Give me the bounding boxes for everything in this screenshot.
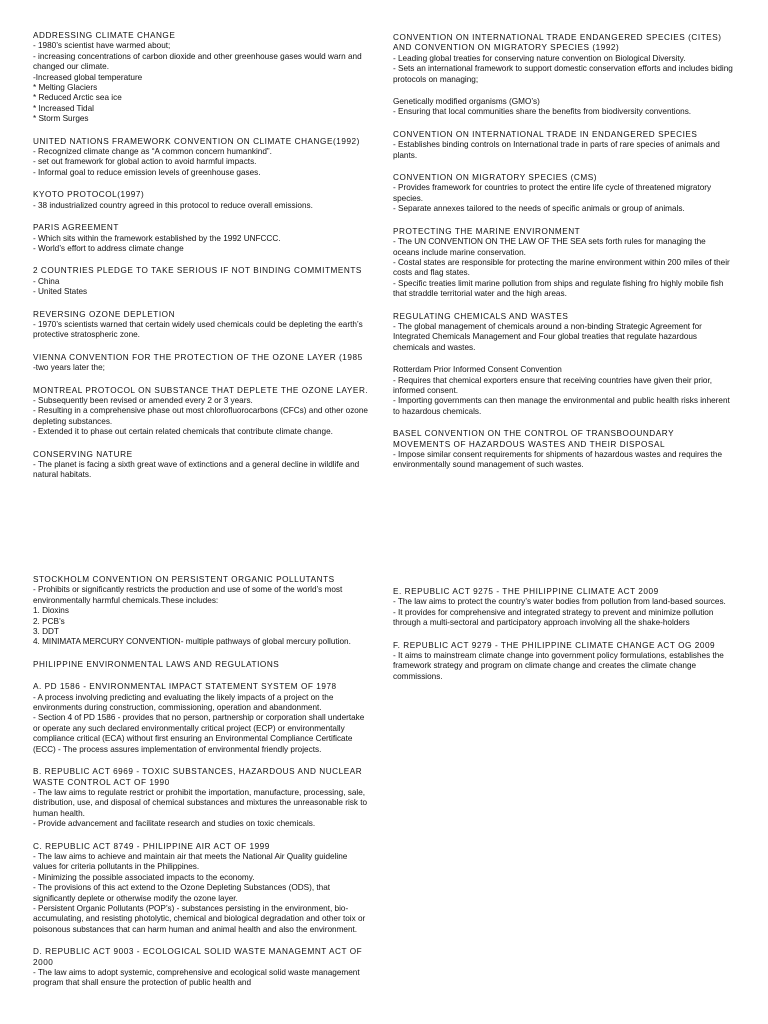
body-line: - Minimizing the possible associated impacts to the economy.	[33, 872, 255, 882]
body-line: - 38 industrialized country agreed in this protocol to reduce overall emissions.	[33, 200, 313, 210]
section-heading: CONVENTION ON INTERNATIONAL TRADE ENDANGERED SPECIES (CITES) AND CONVENTION ON MIGRATORY SPECIES (1992)	[393, 33, 722, 53]
section-heading: 2 COUNTRIES PLEDGE TO TAKE SERIOUS IF NOT BINDING COMMITMENTS	[33, 266, 362, 276]
body-line: 1. Dioxins	[33, 606, 69, 616]
body-line: - The planet is facing a sixth great wave of extinctions and a general decline in wildlife and natural habitats.	[33, 460, 360, 480]
body-line: - Resulting in a comprehensive phase out most chlorofluorocarbons (CFCs) and other ozone depleting substances.	[33, 406, 368, 426]
section-heading: BASEL CONVENTION ON THE CONTROL OF TRANSBOOUNDARY MOVEMENTS OF HAZARDOUS WASTES AND THEIR DISPOSAL	[393, 429, 674, 449]
body-line: - Separate annexes tailored to the needs of specific animals or group of animals.	[393, 204, 685, 214]
section-heading: REGULATING CHEMICALS AND WASTES	[393, 311, 569, 321]
body-line: - The global management of chemicals around a non-binding Strategic Agreement for Integrated Chemicals Management and Four global treaties that regulate hazardous chemicals and wastes.	[393, 321, 702, 352]
section-heading: VIENNA CONVENTION FOR THE PROTECTION OF THE OZONE LAYER (1985	[33, 352, 363, 362]
section-heading: UNITED NATIONS FRAMEWORK CONVENTION ON CLIMATE CHANGE(1992)	[33, 136, 360, 146]
body-line: - Provides framework for countries to protect the entire life cycle of threatened migratory species.	[393, 183, 712, 203]
body-line: - World’s effort to address climate change	[33, 243, 184, 253]
section-heading: E. REPUBLIC ACT 9275 - THE PHILIPPINE CLIMATE ACT 2009	[393, 587, 659, 596]
section	[393, 33, 733, 85]
section-heading: F. REPUBLIC ACT 9279 - THE PHILIPPINE CLIMATE CHANGE ACT OG 2009	[393, 640, 716, 650]
left-column-top	[33, 31, 373, 493]
section	[33, 266, 373, 297]
section-heading: PARIS AGREEMENT	[33, 223, 119, 233]
body-line: * Melting Glaciers	[33, 83, 98, 93]
body-line: - Subsequently been revised or amended every 2 or 3 years.	[33, 395, 253, 405]
body-line: - Establishes binding controls on International trade in parts of rare species of animals and plants.	[393, 140, 720, 160]
body-line: - The law aims to protect the country’s water bodies from pollution from land-based sources.	[393, 597, 726, 607]
section	[33, 660, 373, 670]
body-line: * Increased Tidal	[33, 103, 94, 113]
section-heading: REVERSING OZONE DEPLETION	[33, 309, 176, 319]
body-line: - Importing governments can then manage the environmental and public health risks inherent to hazardous chemicals.	[393, 396, 730, 416]
section	[33, 842, 373, 936]
body-line: - The provisions of this act extend to the Ozone Depleting Substances (ODS), that significantly deplete or otherwise modify the ozone layer.	[33, 883, 331, 903]
section-heading: D. REPUBLIC ACT 9003 - ECOLOGICAL SOLID WASTE MANAGEMNT ACT OF 2000	[33, 947, 363, 967]
section-heading: A. PD 1586 - ENVIRONMENTAL IMPACT STATEMENT SYSTEM OF 1978	[33, 682, 337, 692]
body-line: - 1980’s scientist have warmed about;	[33, 41, 171, 51]
body-line: - Recognized climate change as “A common concern humankind”.	[33, 147, 272, 157]
body-line: - Specific treaties limit marine pollution from ships and regulate fishing fro highly mobile fish that straddle territorial water and the high areas.	[393, 278, 724, 299]
body-line: - The UN CONVENTION ON THE LAW OF THE SEA sets forth rules for managing the oceans include marine conservation.	[393, 237, 706, 257]
section	[33, 223, 373, 254]
section	[33, 386, 373, 438]
section	[33, 450, 373, 481]
section	[393, 429, 733, 471]
body-line: - increasing concentrations of carbon dioxide and other greenhouse gases would warn and changed our climate.	[33, 51, 362, 72]
body-line: - 1970’s scientists warned that certain widely used chemicals could be depleting the earth’s protective stratospheric zone.	[33, 319, 363, 340]
body-line: - Ensuring that local communities share the benefits from biodiversity conventions.	[393, 107, 692, 117]
section	[393, 587, 733, 629]
section-heading: CONVENTION ON MIGRATORY SPECIES (CMS)	[393, 173, 597, 183]
body-line: -two years later the;	[33, 363, 105, 373]
body-line: - Extended it to phase out certain related chemicals that contribute climate change.	[33, 427, 333, 437]
section	[393, 312, 733, 354]
section-heading: ADDRESSING CLIMATE CHANGE	[33, 31, 176, 40]
body-line: 3. DDT	[33, 627, 59, 637]
section-heading: STOCKHOLM CONVENTION ON PERSISTENT ORGANIC POLLUTANTS	[33, 575, 335, 584]
section-heading: CONVENTION ON INTERNATIONAL TRADE IN ENDANGERED SPECIES	[393, 129, 698, 139]
body-line: - Leading global treaties for conserving nature convention on Biological Diversity.	[393, 53, 686, 63]
section	[33, 310, 373, 341]
body-line: 4. MINIMATA MERCURY CONVENTION- multiple pathways of global mercury pollution.	[33, 637, 351, 647]
left-column-bottom	[33, 575, 373, 1001]
section-heading: PHILIPPINE ENVIRONMENTAL LAWS AND REGULATIONS	[33, 659, 280, 669]
body-line: - The law aims to regulate restrict or prohibit the importation, manufacture, processing, sale, distribution, use, and disposal of chemical substances and mixtures the unreasonable risk to human health.	[33, 787, 368, 818]
section	[393, 97, 733, 118]
section	[33, 353, 373, 374]
body-line: - Sets an international framework to support domestic conservation efforts and includes biding protocols on managing;	[393, 64, 733, 84]
body-line: - The law aims to adopt systemic, comprehensive and ecological solid waste management program that shall ensure the protection of public health and	[33, 968, 360, 988]
section-heading: CONSERVING NATURE	[33, 449, 133, 459]
body-line: * Storm Surges	[33, 114, 89, 124]
section	[33, 137, 373, 179]
body-line: * Reduced Arctic sea ice	[33, 93, 122, 103]
body-line: - It provides for comprehensive and integrated strategy to prevent and minimize pollution through a multi-sectoral and participatory approach involving all the shake-holders	[393, 607, 714, 628]
section	[393, 227, 733, 300]
body-line: - Costal states are responsible for protecting the marine environment within 200 miles of their costs and flag states.	[393, 257, 730, 278]
body-line: - Which sits within the framework established by the 1992 UNFCCC.	[33, 233, 281, 243]
body-line: -Increased global temperature	[33, 72, 143, 82]
body-line: - Persistent Organic Pollutants (POP’s) - substances persisting in the environment, bio-accumulating, and resisting photolytic, chemical and biological degradation and other toix or poisonous substances that can harm human and animal health and also the environment.	[33, 903, 366, 934]
body-line: - United States	[33, 287, 88, 297]
section-heading: C. REPUBLIC ACT 8749 - PHILIPPINE AIR ACT OF 1999	[33, 841, 270, 851]
body-line: - Informal goal to reduce emission levels of greenhouse gases.	[33, 167, 261, 177]
section	[33, 947, 373, 989]
body-line: - set out framework for global action to avoid harmful impacts.	[33, 157, 257, 167]
body-line: - Provide advancement and facilitate research and studies on toxic chemicals.	[33, 819, 316, 829]
section-heading: MONTREAL PROTOCOL ON SUBSTANCE THAT DEPLETE THE OZONE LAYER.	[33, 385, 369, 395]
section	[33, 767, 373, 829]
body-line: - Requires that chemical exporters ensure that receiving countries have given their prior, informed consent.	[393, 375, 713, 395]
body-line: Genetically modified organisms (GMO’s)	[393, 97, 540, 107]
section	[393, 173, 733, 215]
right-column-bottom	[393, 587, 733, 694]
section	[393, 130, 733, 161]
body-line: - A process involving predicting and evaluating the likely impacts of a project on the environments during construction, commissioning, operation and abandonment.	[33, 692, 334, 713]
section-heading: KYOTO PROTOCOL(1997)	[33, 190, 145, 200]
body-line: 2. PCB’s	[33, 616, 65, 626]
body-line: - It aims to mainstream climate change into government policy formulations, establishes the framework strategy and program on climate change and creates the climate change commissions.	[393, 651, 724, 681]
body-line: - Impose similar consent requirements for shipments of hazardous wastes and requires the environmentally sound management of such wastes.	[393, 450, 723, 470]
body-line: - China	[33, 276, 60, 286]
body-line: - Prohibits or significantly restricts the production and use of some of the world’s most environmentally harmful chemicals.These includes:	[33, 585, 343, 605]
section	[33, 190, 373, 211]
section	[33, 682, 373, 755]
section	[33, 31, 373, 125]
right-column-top	[393, 33, 733, 483]
section	[393, 365, 733, 417]
body-line: Rotterdam Prior Informed Consent Convention	[393, 365, 562, 375]
body-line: - Section 4 of PD 1586 - provides that no person, partnership or corporation shall undertake or operate any such declared environmentally critical project (ECP) or environmentally compliance critical (ECA) without first ensuring an Environmental Compliance Certificate (ECC) - The process assures implementation of environmental friendly projects.	[33, 713, 365, 754]
section	[393, 641, 733, 683]
section	[33, 575, 373, 648]
section-heading: PROTECTING THE MARINE ENVIRONMENT	[393, 226, 581, 236]
body-line: - The law aims to achieve and maintain air that meets the National Air Quality guideline values for criteria pollutants in the Philippines.	[33, 851, 348, 872]
section-heading: B. REPUBLIC ACT 6969 - TOXIC SUBSTANCES, HAZARDOUS AND NUCLEAR WASTE CONTROL ACT OF 1990	[33, 767, 363, 787]
